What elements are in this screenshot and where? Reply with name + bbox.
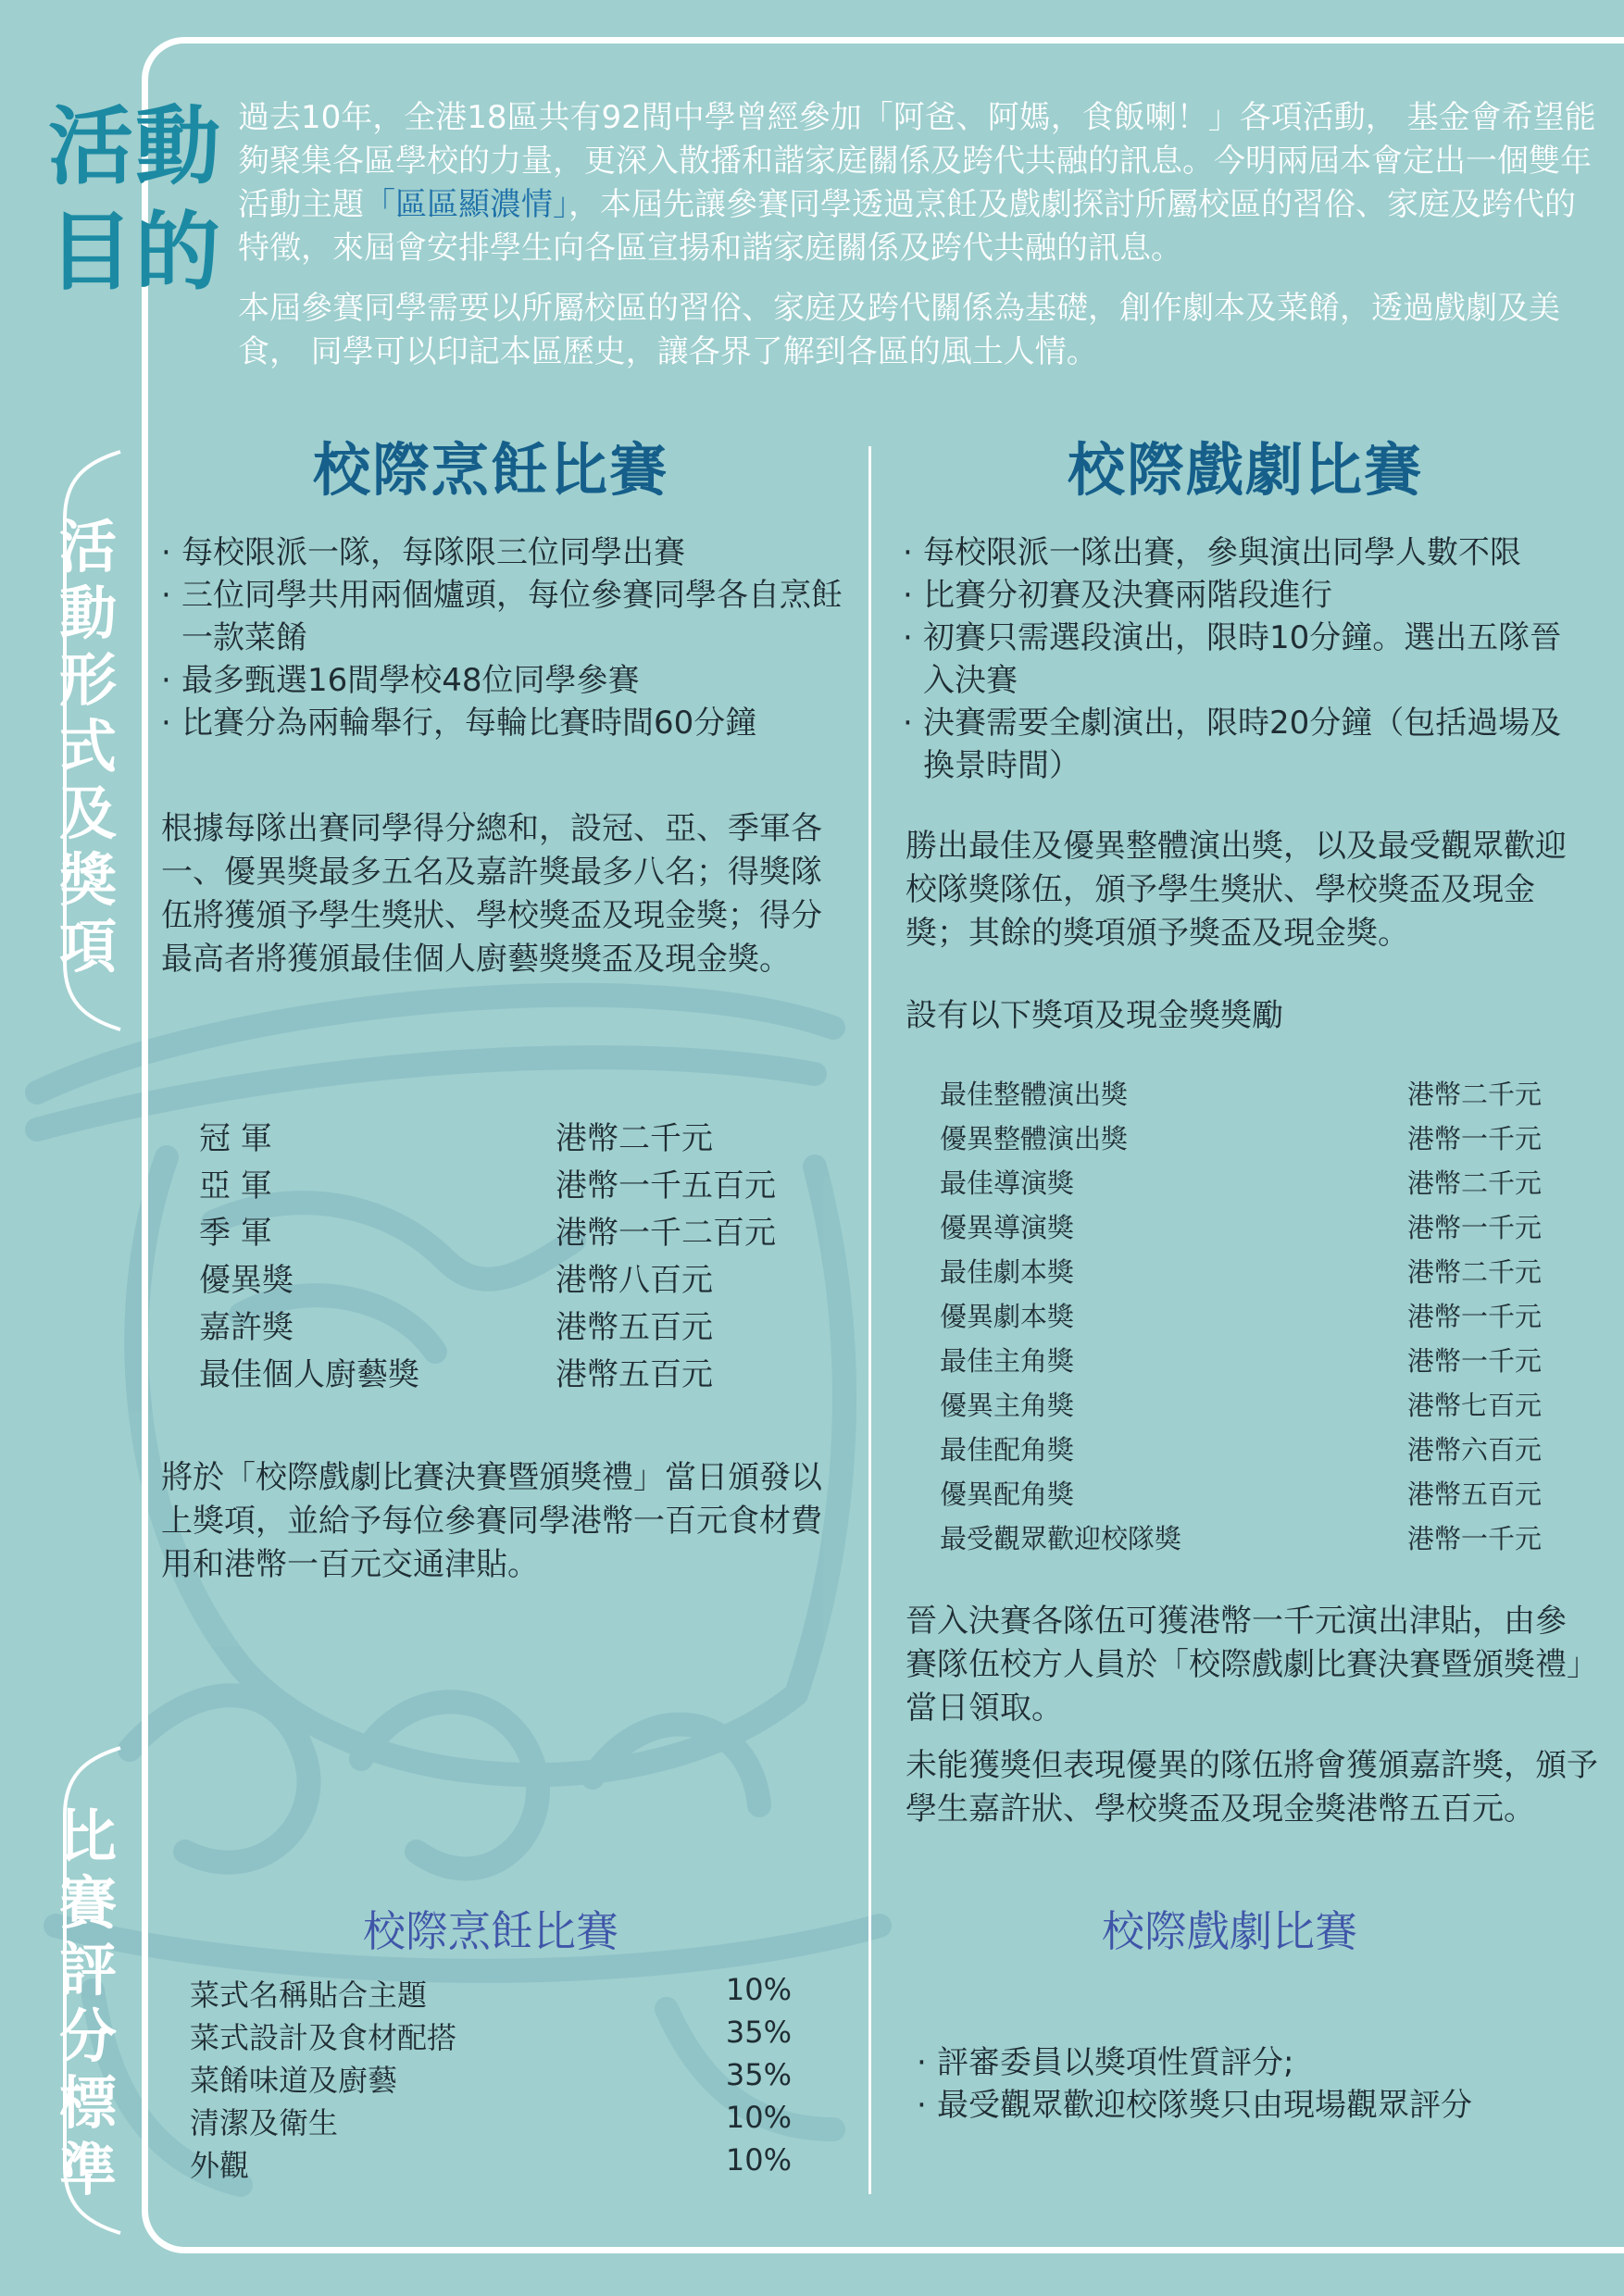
table-row — [190, 1972, 792, 2015]
list-item: · 每校限派一隊出賽，參與演出同學人數不限 — [903, 531, 1588, 574]
row-label: 優異配角獎 — [940, 1479, 1075, 1510]
table-row — [940, 1429, 1555, 1474]
row-value: 港幣一千五百元 — [556, 1167, 776, 1204]
list-item: · 最多甄選16間學校48位同學參賽 — [161, 659, 846, 702]
row-label: 優異劇本獎 — [940, 1301, 1075, 1332]
list-item: · 決賽需要全劇演出，限時20分鐘（包括過場及換景時間） — [903, 702, 1588, 787]
table-row — [190, 2015, 792, 2057]
row-value: 港幣五百元 — [556, 1356, 713, 1393]
judging-cooking-title: 校際烹飪比賽 — [363, 1906, 618, 1956]
row-label: 優異整體演出獎 — [940, 1123, 1129, 1154]
side-label-format: 活動形式及獎項 — [58, 513, 117, 980]
list-item: · 初賽只需選段演出，限時10分鐘。選出五隊晉入決賽 — [903, 617, 1588, 702]
table-row — [190, 2142, 792, 2185]
theme-highlight: 「區區顯濃情」 — [364, 186, 568, 223]
cooking-criteria-table — [190, 1972, 792, 2185]
table-row — [199, 1349, 810, 1396]
side-label-judging: 比賽評分標準 — [58, 1803, 117, 2203]
row-value: 港幣七百元 — [1407, 1390, 1543, 1421]
table-row — [199, 1254, 810, 1302]
table-row — [940, 1163, 1555, 1207]
table-row — [940, 1118, 1555, 1163]
row-label: 最佳導演獎 — [940, 1167, 1075, 1199]
drama-merit-text: 未能獲獎但表現優異的隊伍將會獲頒嘉許獎，頒予學生嘉許狀、學校獎盃及現金獎港幣五百元。 — [906, 1747, 1598, 1828]
table-row — [940, 1474, 1555, 1518]
row-label: 最佳劇本獎 — [940, 1256, 1075, 1288]
drama-prize-table — [940, 1074, 1555, 1563]
row-label: 最佳個人廚藝獎 — [199, 1356, 419, 1393]
cooking-rules-list — [161, 531, 846, 744]
list-item: · 比賽分為兩輪舉行，每輪比賽時間60分鐘 — [161, 702, 846, 744]
row-value: 港幣二千元 — [556, 1120, 713, 1157]
table-row — [199, 1302, 810, 1349]
column-divider — [868, 446, 871, 2194]
list-item: · 三位同學共用兩個爐頭，每位參賽同學各自烹飪一款菜餚 — [161, 574, 846, 659]
objective-intro — [238, 96, 1599, 270]
cooking-footer-text: 將於「校際戲劇比賽決賽暨頒獎禮」當日頒發以上獎項，並給予每位參賽同學港幣一百元食材費用和港幣一百元交通津貼。 — [161, 1459, 822, 1583]
intro-text-after: ，本屆先讓參賽同學透過烹飪及戲劇探討所屬校區的習俗、家庭及跨代的特徵，來屆會安排學生向各區宣揚和諧家庭關係及跨代共融的訊息。 — [238, 186, 1576, 267]
table-row — [190, 2057, 792, 2100]
list-item: · 每校限派一隊，每隊限三位同學出賽 — [161, 531, 846, 574]
table-row — [940, 1207, 1555, 1252]
objective-intro-2: 本屆參賽同學需要以所屬校區的習俗、家庭及跨代關係為基礎，創作劇本及菜餚，透過戲劇及美食， 同學可以印記本區歷史，讓各界了解到各區的風土人情。 — [238, 290, 1560, 370]
row-value: 港幣二千元 — [1407, 1079, 1543, 1110]
list-item: · 比賽分初賽及決賽兩階段進行 — [903, 574, 1588, 617]
table-row — [940, 1252, 1555, 1296]
table-row — [940, 1341, 1555, 1385]
row-value: 港幣一千元 — [1407, 1345, 1543, 1377]
table-row — [199, 1160, 810, 1207]
cooking-awards-text: 根據每隊出賽同學得分總和，設冠、亞、季軍各一、優異獎最多五名及嘉許獎最多八名；得獎隊伍將獲頒予學生獎狀、學校獎盃及現金獎；得分最高者將獲頒最佳個人廚藝獎獎盃及現金獎。 — [161, 810, 822, 978]
row-label: 最佳主角獎 — [940, 1345, 1075, 1377]
table-row — [199, 1207, 810, 1254]
list-item: · 最受觀眾歡迎校隊獎只由現場觀眾評分 — [917, 2084, 1583, 2127]
table-row — [190, 2100, 792, 2142]
drama-awards-text: 勝出最佳及優異整體演出獎，以及最受觀眾歡迎校隊獎隊伍，頒予學生獎狀、學校獎盃及現金獎；其餘的獎項頒予獎盃及現金獎。 — [906, 828, 1567, 952]
row-label: 最受觀眾歡迎校隊獎 — [940, 1523, 1182, 1554]
objective-title: 活動 目的 — [48, 97, 223, 302]
row-label: 優異獎 — [199, 1262, 294, 1299]
row-label: 最佳整體演出獎 — [940, 1079, 1129, 1110]
row-value: 港幣一千二百元 — [556, 1215, 776, 1252]
row-label: 優異主角獎 — [940, 1390, 1075, 1421]
row-label: 冠 軍 — [199, 1120, 272, 1157]
row-value: 港幣五百元 — [1407, 1479, 1543, 1510]
row-label: 嘉許獎 — [199, 1309, 294, 1346]
row-label: 菜餚味道及廚藝 — [190, 2063, 398, 2098]
table-row — [940, 1074, 1555, 1118]
drama-rules-list — [903, 531, 1588, 787]
drama-title: 校際戲劇比賽 — [1067, 436, 1423, 504]
row-value: 港幣五百元 — [556, 1309, 713, 1346]
row-value: 10% — [725, 2142, 792, 2177]
row-label: 亞 軍 — [199, 1167, 272, 1204]
row-value: 10% — [725, 2100, 792, 2135]
row-label: 季 軍 — [199, 1215, 272, 1252]
row-label: 優異導演獎 — [940, 1212, 1075, 1243]
row-value: 港幣一千元 — [1407, 1301, 1543, 1332]
row-value: 港幣一千元 — [1407, 1212, 1543, 1243]
table-row — [940, 1518, 1555, 1563]
table-row — [199, 1113, 810, 1160]
cooking-title: 校際烹飪比賽 — [312, 436, 668, 504]
judging-drama-title: 校際戲劇比賽 — [1102, 1906, 1357, 1956]
cooking-prize-table — [199, 1113, 810, 1396]
row-value: 港幣八百元 — [556, 1262, 713, 1299]
drama-criteria-list — [917, 2041, 1583, 2127]
row-value: 10% — [725, 1972, 792, 2007]
row-label: 清潔及衛生 — [190, 2105, 339, 2140]
table-row — [940, 1296, 1555, 1341]
row-label: 外觀 — [190, 2148, 250, 2183]
drama-prize-intro: 設有以下獎項及現金獎獎勵 — [906, 997, 1283, 1034]
row-value: 港幣二千元 — [1407, 1167, 1543, 1199]
table-row — [940, 1385, 1555, 1429]
intro-text: 過去10年，全港18區共有92間中學曾經參加「阿爸、阿媽，食飯喇！」各項活動， 基金會希望能夠聚集各區學校的力量，更深入散播和諧家庭關係及跨代共融的訊息。今明兩屆本會定出一個雙年活動主題 — [238, 99, 1596, 223]
row-label: 菜式設計及食材配搭 — [190, 2020, 457, 2055]
row-value: 港幣六百元 — [1407, 1434, 1543, 1466]
row-value: 港幣二千元 — [1407, 1256, 1543, 1288]
row-value: 35% — [725, 2057, 792, 2092]
row-value: 35% — [725, 2015, 792, 2050]
row-value: 港幣一千元 — [1407, 1123, 1543, 1154]
row-label: 最佳配角獎 — [940, 1434, 1075, 1466]
row-value: 港幣一千元 — [1407, 1523, 1543, 1554]
list-item: · 評審委員以獎項性質評分; — [917, 2041, 1583, 2084]
drama-finals-text: 晉入決賽各隊伍可獲港幣一千元演出津貼，由參賽隊伍校方人員於「校際戲劇比賽決賽暨頒獎禮」當日領取。 — [906, 1603, 1582, 1727]
row-label: 菜式名稱貼合主題 — [190, 1978, 428, 2013]
